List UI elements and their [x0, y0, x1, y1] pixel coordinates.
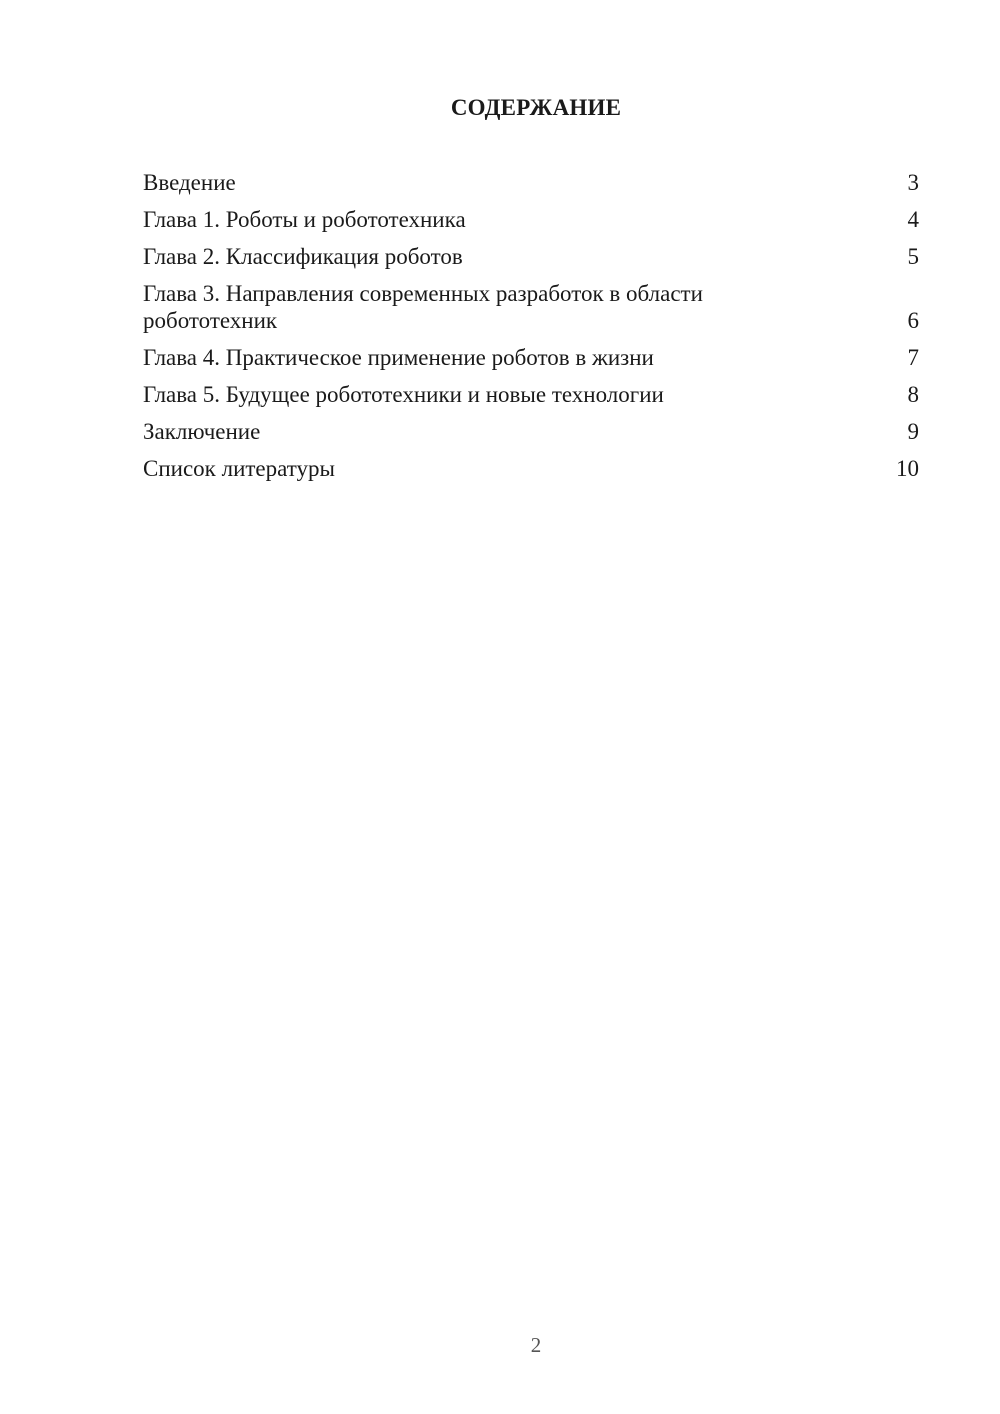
toc-entry-label: Глава 1. Роботы и робототехника	[143, 207, 466, 232]
toc-entry-page: 10	[896, 456, 919, 481]
toc-entry-label: Заключение	[143, 419, 261, 444]
toc-entry-chapter-1	[143, 206, 919, 233]
toc-entry-page: 9	[907, 419, 919, 444]
toc-entry-introduction	[143, 169, 919, 196]
toc-entry-page: 4	[907, 207, 919, 232]
toc-entry-chapter-4	[143, 344, 919, 371]
toc-entry-label: Список литературы	[143, 456, 335, 481]
page-title: СОДЕРЖАНИЕ	[450, 95, 622, 120]
toc-entry-page: 7	[907, 345, 919, 370]
toc-entry-conclusion	[143, 418, 919, 445]
toc-entry-chapter-3	[143, 280, 919, 334]
toc-entry-chapter-5	[143, 381, 919, 408]
toc-entry-chapter-2	[143, 243, 919, 270]
toc-entry-page: 5	[907, 244, 919, 269]
toc-entry-label: Введение	[143, 170, 236, 195]
toc-entry-label: Глава 4. Практическое применение роботов в жизни	[143, 345, 654, 370]
toc-entry-label: Глава 3. Направления современных разработок в области робототехник	[143, 281, 703, 333]
toc-entry-label: Глава 5. Будущее робототехники и новые технологии	[143, 382, 664, 407]
toc-entry-page: 6	[907, 308, 919, 333]
page-number: 2	[530, 1333, 542, 1357]
toc-entry-references	[143, 455, 919, 482]
toc-entry-page: 3	[907, 170, 919, 195]
table-of-contents	[143, 169, 919, 492]
toc-entry-page: 8	[907, 382, 919, 407]
toc-entry-label: Глава 2. Классификация роботов	[143, 244, 463, 269]
